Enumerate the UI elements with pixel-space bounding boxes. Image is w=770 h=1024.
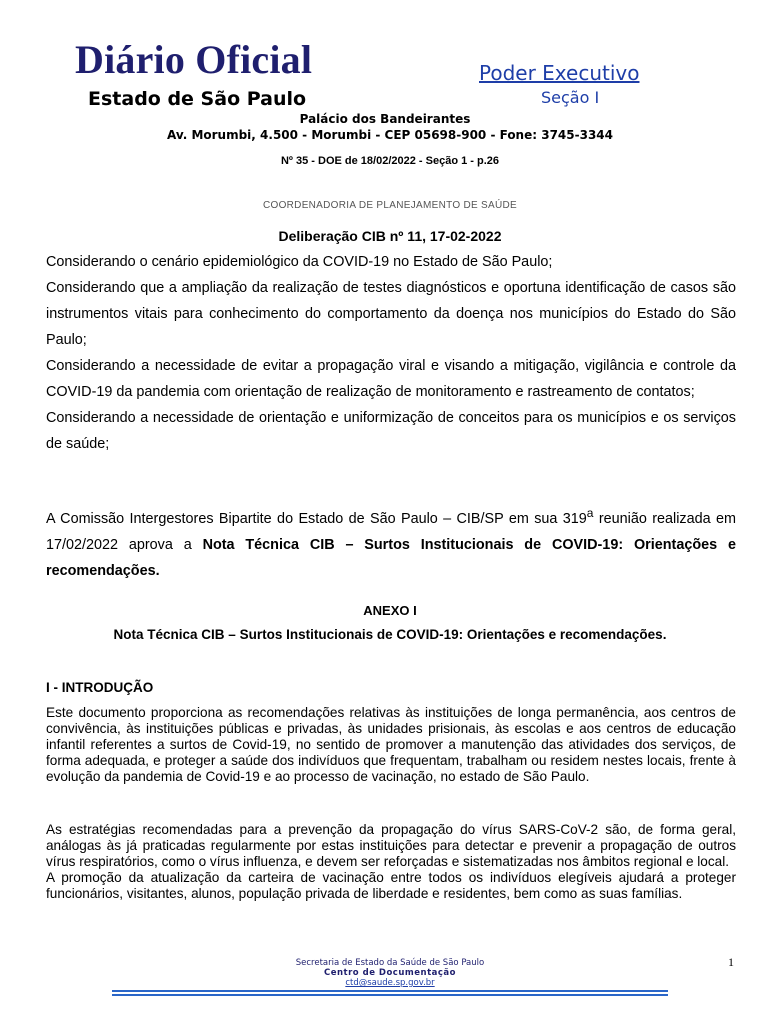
comissao-paragraph xyxy=(46,500,736,584)
footer-secretaria: Secretaria de Estado da Saúde de São Paulo xyxy=(295,958,485,968)
considerando-paragraph: Considerando a necessidade de orientação e uniformização de conceitos para os municípios e os serviços de saúde; xyxy=(46,410,736,452)
intro-paragraph xyxy=(46,705,736,785)
footer-divider xyxy=(112,990,668,992)
issue-line: Nº 35 - DOE de 18/02/2022 - Seção 1 - p.26 xyxy=(280,155,499,167)
comissao-text-middle: reunião realizada em 17/02/2022 aprova a xyxy=(46,510,737,553)
page-number: 1 xyxy=(728,955,734,969)
ordinal-superscript: a xyxy=(586,506,594,520)
masthead-title: Diário Oficial xyxy=(75,37,313,82)
footer-divider xyxy=(112,994,668,996)
intro-strategies-block xyxy=(46,822,736,902)
intro-paragraph-text: Este documento proporciona as recomendações relativas às instituições de longa permanência, aos centros de convivência, às instituições públicas e privadas, às unidades prisionais, às escolas e aos centros de educação infantil referentes a surtos de Covid-19, no sentido de promover a manutenção das atividades dos serviços, de forma adequada, e proteger a saúde dos indivíduos que frequentam, trabalham ou residem nestes locais, frente à evolução da pandemia de Covid-19 e ao processo de vacinação, no estado de São Paulo. xyxy=(46,705,736,784)
nota-tecnica-reference: Nota Técnica CIB – Surtos Institucionais de COVID-19: Orientações e recomendações. xyxy=(46,536,736,579)
masthead-state: Estado de São Paulo xyxy=(88,88,307,110)
deliberation-title: Deliberação CIB nº 11, 17-02-2022 xyxy=(278,228,502,244)
footer-email-link[interactable]: ctd@saude.sp.gov.br xyxy=(345,978,435,988)
footer-centro: Centro de Documentação xyxy=(324,968,456,978)
considerando-paragraph: Considerando que a ampliação da realização de testes diagnósticos e oportuna identificação de casos são instrumentos vitais para conhecimento do comportamento da doença nos municípios do Estado do São Paulo; xyxy=(46,280,736,348)
address-line: Av. Morumbi, 4.500 - Morumbi - CEP 05698-900 - Fone: 3745-3344 xyxy=(167,128,613,142)
annex-title: Nota Técnica CIB – Surtos Institucionais de COVID-19: Orientações e recomendações. xyxy=(113,627,667,642)
department-heading: COORDENADORIA DE PLANEJAMENTO DE SAÚDE xyxy=(262,200,518,211)
branch-link[interactable]: Poder Executivo xyxy=(479,61,640,85)
considerando-paragraph: Considerando a necessidade de evitar a propagação viral e visando a mitigação, vigilância e controle da COVID-19 da pandemia com orientação de realização de monitoramento e rastreamento de contatos; xyxy=(46,358,736,400)
comissao-text-start: A Comissão Intergestores Bipartite do Estado de São Paulo – CIB/SP em sua 319 xyxy=(46,510,587,527)
palace-name: Palácio dos Bandeirantes xyxy=(299,112,471,126)
intro-paragraph-text: As estratégias recomendadas para a prevenção da propagação do vírus SARS-CoV-2 são, de forma geral, análogas às já praticadas regularmente por estas instituições para detectar e prevenir a propagação de outros vírus respiratórios, como o vírus influenza, e devem ser reforçadas e sistematizadas nos âmbitos regional e local. xyxy=(46,822,736,869)
section-label: Seção I xyxy=(541,88,600,107)
annex-label: ANEXO I xyxy=(363,603,417,618)
considerando-paragraph: Considerando o cenário epidemiológico da COVID-19 no Estado de São Paulo; xyxy=(46,254,553,270)
considerandos-block xyxy=(46,249,736,457)
footer xyxy=(0,958,770,988)
intro-paragraph-text: A promoção da atualização da carteira de vacinação entre todos os indivíduos elegíveis ajudará a proteger funcionários, visitantes, alunos, população privada de liberdade e residentes, bem como as suas famílias. xyxy=(46,870,736,901)
intro-heading: I - INTRODUÇÃO xyxy=(46,680,154,695)
